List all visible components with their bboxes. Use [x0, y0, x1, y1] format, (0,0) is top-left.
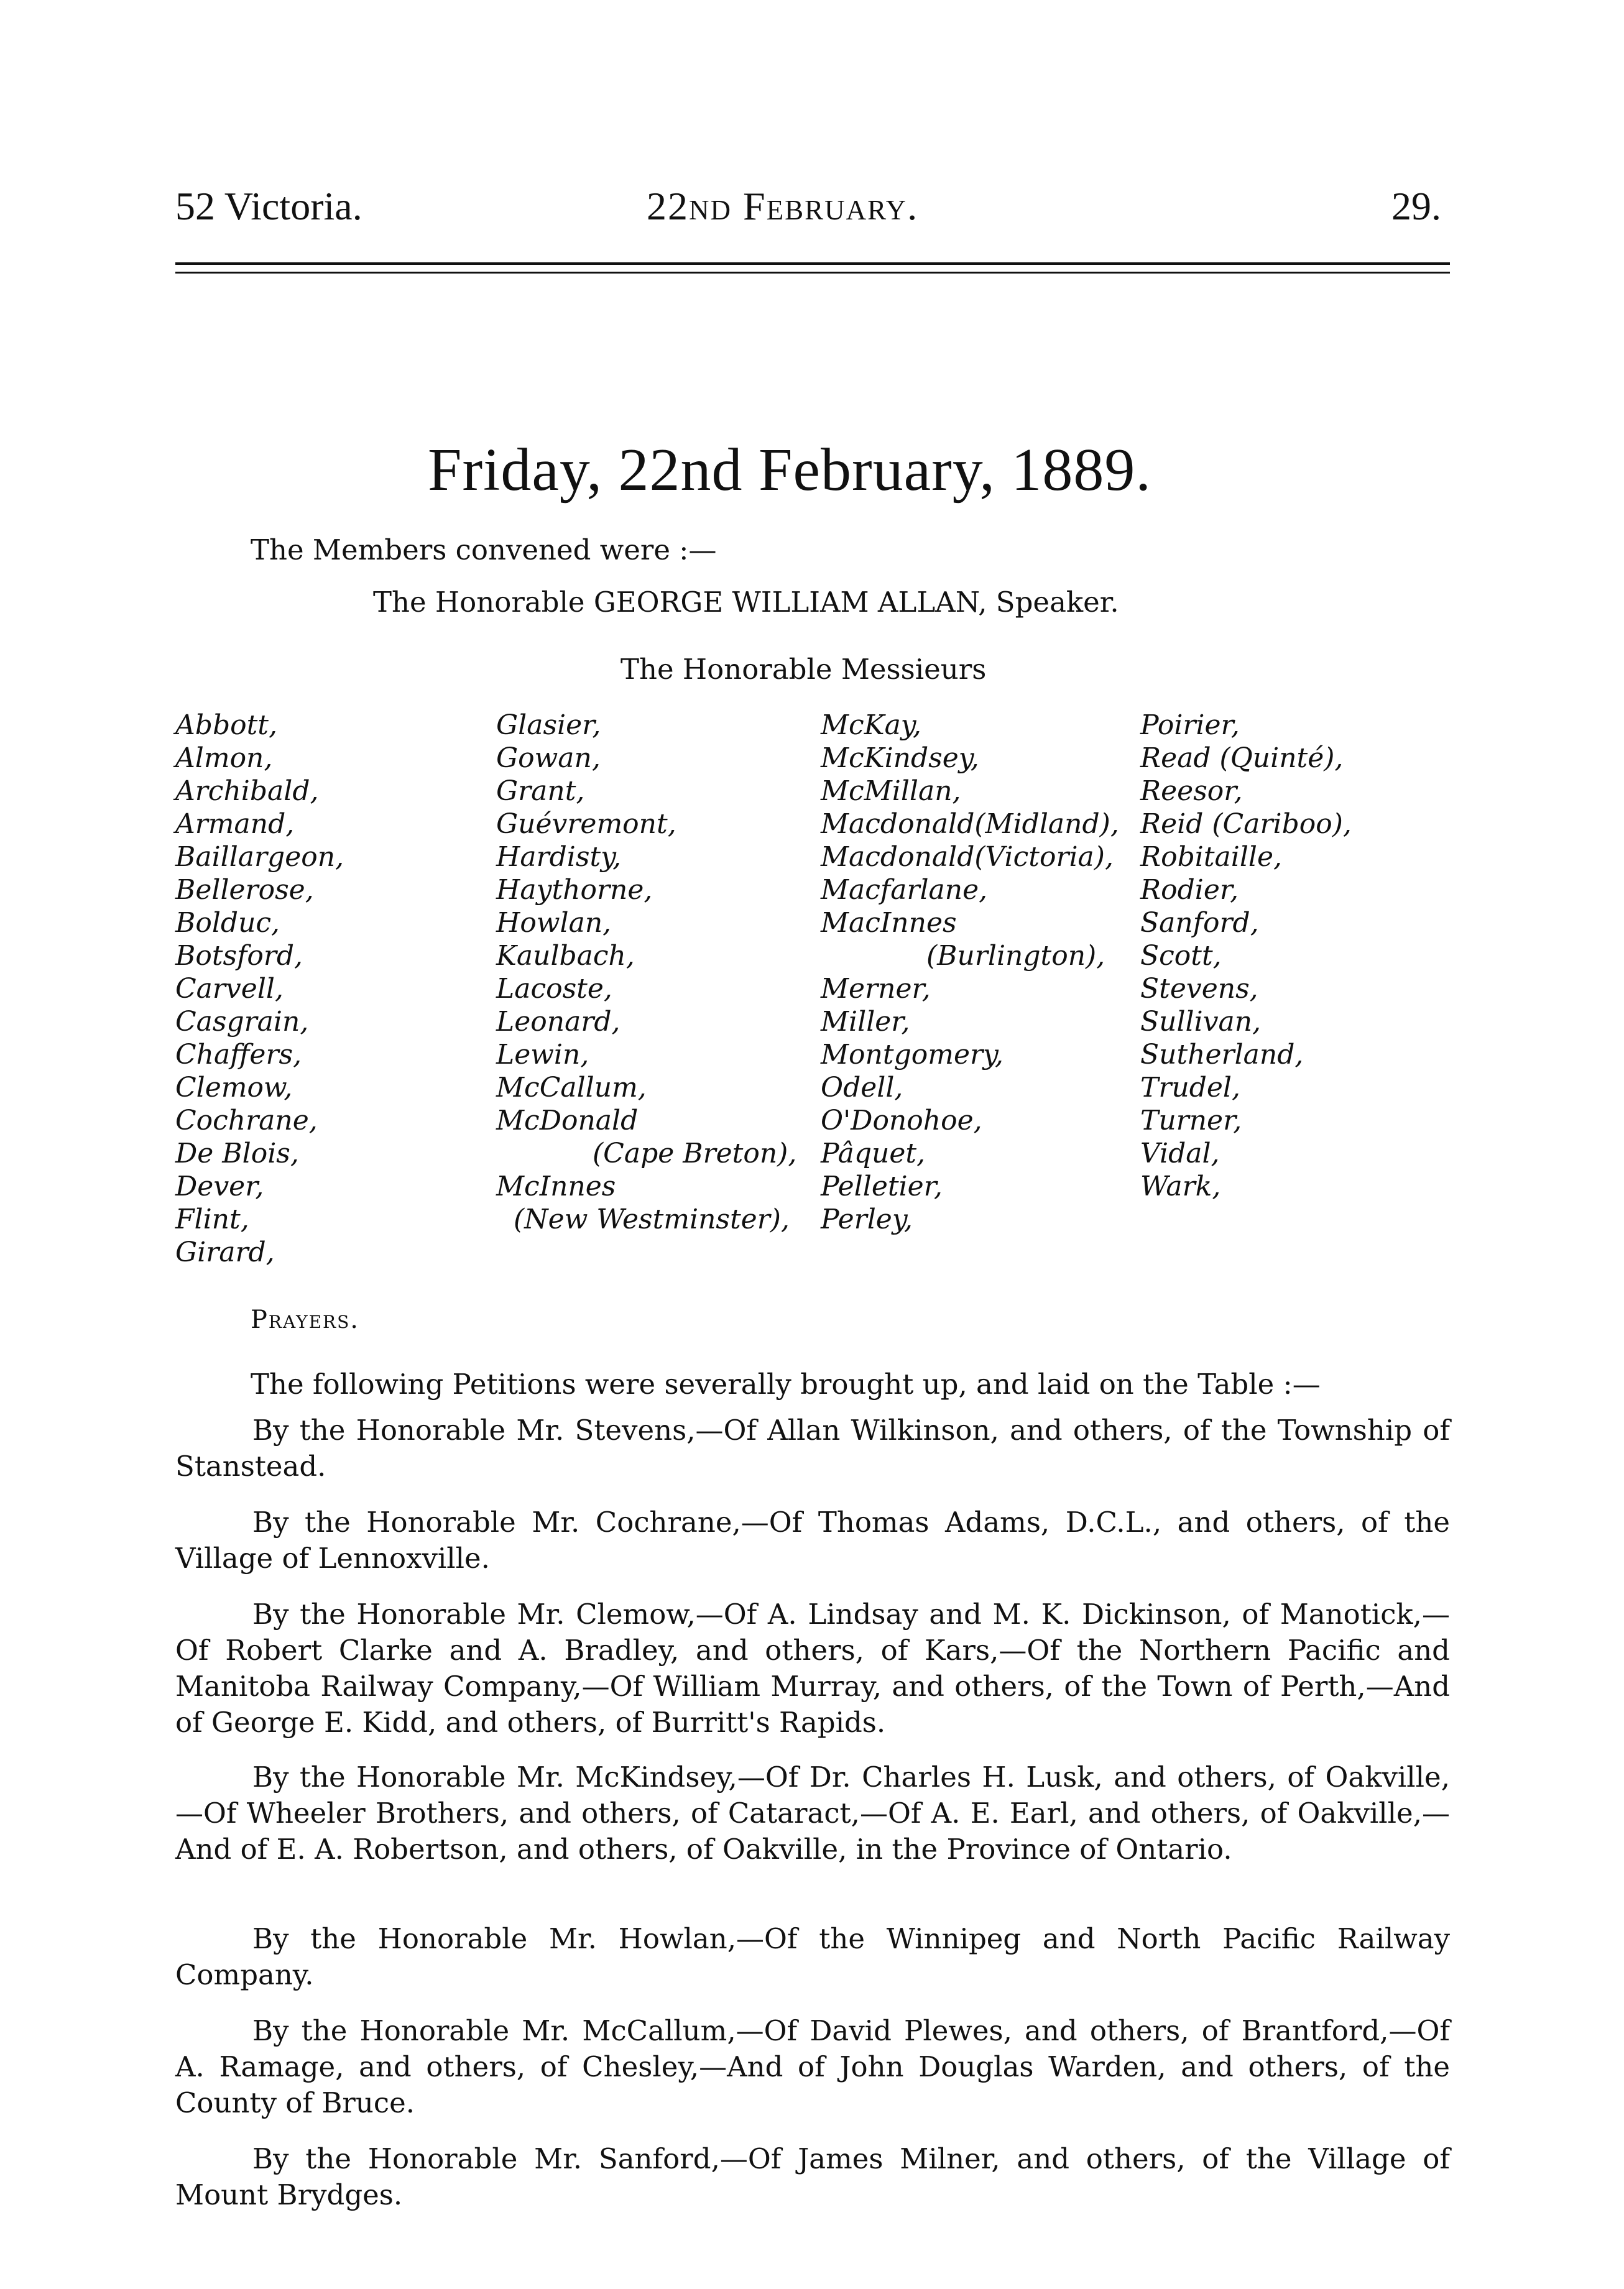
- member-name: (Burlington),: [926, 940, 1105, 972]
- member-name: Carvell,: [175, 973, 284, 1005]
- member-name: (New Westminster),: [514, 1204, 790, 1235]
- member-name: Miller,: [821, 1006, 910, 1038]
- member-name: Botsford,: [175, 940, 303, 972]
- member-name: Chaffers,: [175, 1039, 302, 1071]
- member-name: Reesor,: [1140, 775, 1243, 807]
- member-name: McKindsey,: [821, 742, 979, 774]
- member-name: MacInnes: [821, 907, 957, 939]
- member-name: Armand,: [175, 808, 295, 840]
- member-name: O'Donohoe,: [821, 1105, 982, 1136]
- member-name: Pâquet,: [821, 1138, 926, 1169]
- member-name: McCallum,: [496, 1072, 647, 1103]
- member-name: Howlan,: [496, 907, 612, 939]
- convened-intro: The Members convened were :—: [251, 533, 717, 566]
- member-name: Lacoste,: [496, 973, 612, 1005]
- member-name: Read (Quinté),: [1140, 742, 1344, 774]
- member-name: Hardisty,: [496, 841, 622, 873]
- member-name: Trudel,: [1140, 1072, 1240, 1103]
- member-name: Kaulbach,: [496, 940, 635, 972]
- member-name: McMillan,: [821, 775, 961, 807]
- member-name: Turner,: [1140, 1105, 1242, 1136]
- member-name: Clemow,: [175, 1072, 293, 1103]
- member-name: Casgrain,: [175, 1006, 309, 1038]
- member-name: McDonald: [496, 1105, 639, 1136]
- member-name: Sanford,: [1140, 907, 1259, 939]
- members-column-4: [1140, 709, 1352, 1203]
- member-name: Wark,: [1140, 1171, 1221, 1202]
- member-name: Baillargeon,: [175, 841, 344, 873]
- page-title: Friday, 22nd February, 1889.: [428, 436, 1151, 504]
- member-name: Abbott,: [175, 709, 277, 741]
- member-name: Cochrane,: [175, 1105, 318, 1136]
- member-name: McKay,: [821, 709, 921, 741]
- member-name: Macfarlane,: [821, 874, 988, 906]
- petitions-intro: The following Petitions were severally brought up, and laid on the Table :—: [251, 1368, 1321, 1401]
- petition-paragraph: By the Honorable Mr. Clemow,—Of A. Lindsay and M. K. Dickinson, of Manotick,—Of Robert Clarke and A. Bradley, and others, of Kars,—Of the Northern Pacific and Manitoba Railway Company,—Of William Murray, and others, of the Town of Perth,—And of George E. Kidd, and others, of Burritt's Rapids.: [175, 1598, 1450, 1739]
- member-name: Guévremont,: [496, 808, 676, 840]
- member-name: Bolduc,: [175, 907, 280, 939]
- member-name: Gowan,: [496, 742, 601, 774]
- member-name: De Blois,: [175, 1138, 299, 1169]
- member-name: Leonard,: [496, 1006, 621, 1038]
- header-rule-bottom: [175, 272, 1450, 274]
- member-name: Archibald,: [175, 775, 319, 807]
- petition-paragraph: By the Honorable Mr. Stevens,—Of Allan Wilkinson, and others, of the Township of Stanstead.: [175, 1414, 1450, 1483]
- prayers-heading: Prayers.: [251, 1306, 359, 1334]
- header-rule-top: [175, 262, 1450, 265]
- member-name: Sutherland,: [1140, 1039, 1304, 1071]
- member-name: Lewin,: [496, 1039, 589, 1071]
- petition-paragraph: By the Honorable Mr. Cochrane,—Of Thomas Adams, D.C.L., and others, of the Village of Lennoxville.: [175, 1506, 1450, 1575]
- member-name: Rodier,: [1140, 874, 1239, 906]
- member-name: Grant,: [496, 775, 585, 807]
- page-number: 29.: [1391, 184, 1441, 228]
- member-name: Sullivan,: [1140, 1006, 1262, 1038]
- member-name: Merner,: [821, 973, 931, 1005]
- members-column-2: [496, 709, 796, 1236]
- member-name: (Cape Breton),: [593, 1138, 797, 1169]
- member-name: Reid (Cariboo),: [1140, 808, 1352, 840]
- member-name: McInnes: [496, 1171, 616, 1202]
- member-name: Bellerose,: [175, 874, 314, 906]
- member-name: Macdonald(Midland),: [821, 808, 1119, 840]
- member-name: Glasier,: [496, 709, 601, 741]
- members-column-3: [821, 709, 1119, 1236]
- member-name: Almon,: [175, 742, 273, 774]
- petition-paragraph: By the Honorable Mr. McKindsey,—Of Dr. Charles H. Lusk, and others, of Oakville,—Of Wheeler Brothers, and others, of Cataract,—Of A. E. Earl, and others, of Oakville,—And of E. A. Robertson, and others, of Oakville, in the Province of Ontario.: [175, 1761, 1450, 1866]
- petition-paragraph: By the Honorable Mr. McCallum,—Of David Plewes, and others, of Brantford,—Of A. Ramage, and others, of Chesley,—And of John Douglas Warden, and others, of the County of Bruce.: [175, 2014, 1450, 2119]
- member-name: Robitaille,: [1140, 841, 1283, 873]
- header-left: 52 Victoria.: [175, 184, 362, 228]
- member-name: Girard,: [175, 1237, 275, 1268]
- member-name: Haythorne,: [496, 874, 653, 906]
- member-name: Montgomery,: [821, 1039, 1004, 1071]
- member-name: Scott,: [1140, 940, 1222, 972]
- member-name: Dever,: [175, 1171, 264, 1202]
- header-center: 22nd February.: [647, 184, 919, 228]
- member-name: Macdonald(Victoria),: [821, 841, 1114, 873]
- speaker-line: The Honorable GEORGE WILLIAM ALLAN, Speaker.: [373, 586, 1119, 619]
- member-name: Vidal,: [1140, 1138, 1220, 1169]
- petition-paragraph: By the Honorable Mr. Howlan,—Of the Winnipeg and North Pacific Railway Company.: [175, 1922, 1450, 1991]
- member-name: Stevens,: [1140, 973, 1258, 1005]
- members-column-1: [175, 709, 344, 1269]
- member-name: Perley,: [821, 1204, 913, 1235]
- member-name: Pelletier,: [821, 1171, 943, 1202]
- member-name: Flint,: [175, 1204, 249, 1235]
- messieurs-heading: The Honorable Messieurs: [621, 653, 987, 686]
- member-name: Odell,: [821, 1072, 903, 1103]
- member-name: Poirier,: [1140, 709, 1240, 741]
- petition-paragraph: By the Honorable Mr. Sanford,—Of James Milner, and others, of the Village of Mount Brydges.: [175, 2142, 1450, 2211]
